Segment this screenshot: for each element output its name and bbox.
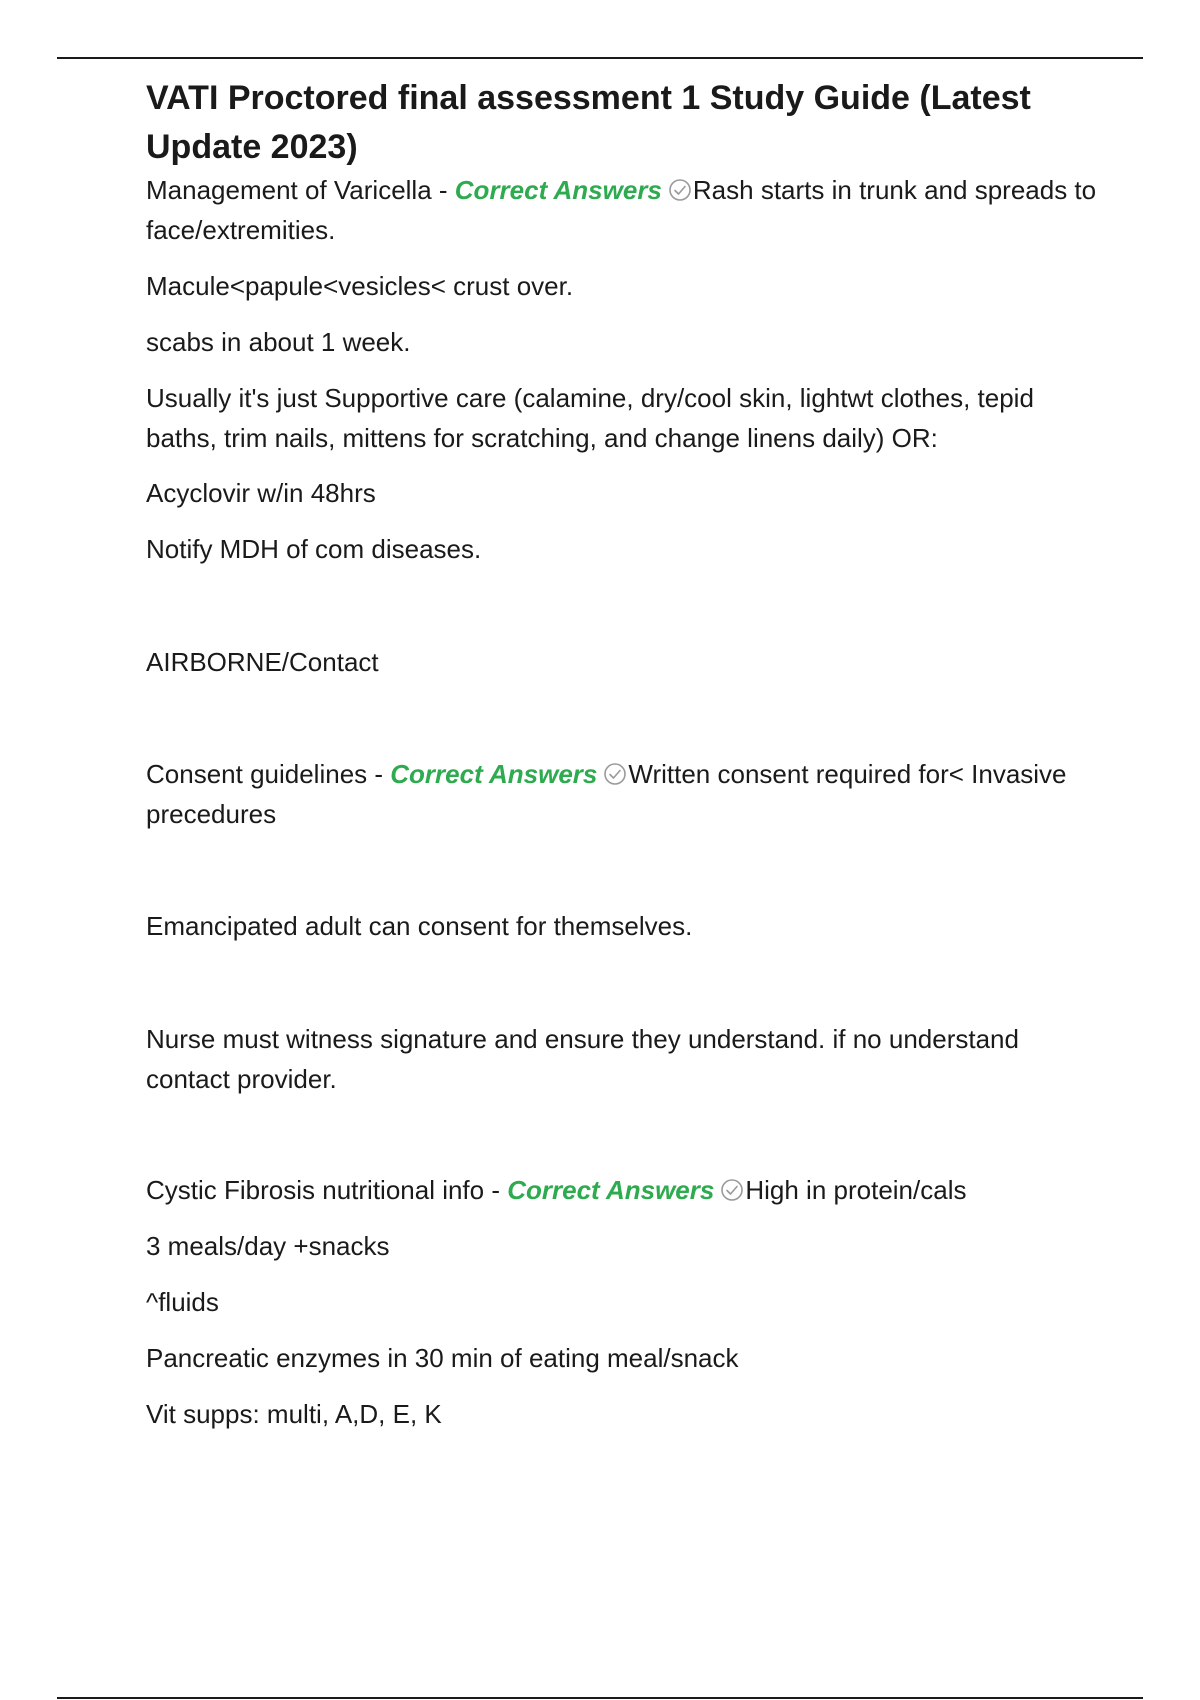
separator: - [367,759,391,789]
bottom-rule [57,1697,1143,1699]
question-line-cystic-fibrosis [146,1170,1106,1210]
answer-line: Emancipated adult can consent for themselves. [146,911,693,941]
answer-line: Macule<papule<vesicles< crust over. [146,271,574,301]
correct-answers-label: Correct Answers [507,1175,715,1205]
top-rule [57,57,1143,59]
check-circle-icon [720,1178,744,1202]
question-line-varicella [146,170,1106,250]
check-circle-icon [668,178,692,202]
answer-text: Rash starts in trunk and spreads to face/extremities. [146,175,1097,245]
answer-line: Pancreatic enzymes in 30 min of eating meal/snack [146,1343,739,1373]
question-text: Consent guidelines [146,759,368,789]
check-circle-icon [603,762,627,786]
answer-text: Written consent required for< Invasive precedures [146,759,1067,829]
question-text: Management of Varicella [146,175,432,205]
answer-line: Notify MDH of com diseases. [146,534,482,564]
answer-line: scabs in about 1 week. [146,327,411,357]
answer-line: AIRBORNE/Contact [146,647,379,677]
answer-line: Usually it's just Supportive care (calamine, dry/cool skin, lightwt clothes, tepid baths, trim nails, mittens for scratching, and change linens daily) OR: [146,383,1034,453]
correct-answers-label: Correct Answers [454,175,662,205]
separator: - [484,1175,508,1205]
separator: - [431,175,455,205]
answer-line: Nurse must witness signature and ensure they understand. if no understand contact provider. [146,1024,1019,1094]
answer-line: Acyclovir w/in 48hrs [146,478,376,508]
answer-line: 3 meals/day +snacks [146,1231,390,1261]
answer-line: Vit supps: multi, A,D, E, K [146,1399,442,1429]
question-text: Cystic Fibrosis nutritional info [146,1175,485,1205]
question-line-consent [146,754,1106,834]
correct-answers-label: Correct Answers [390,759,598,789]
answer-line: ^fluids [146,1287,219,1317]
answer-text: High in protein/cals [745,1175,967,1205]
document-title: VATI Proctored final assessment 1 Study Guide (Latest Update 2023) [146,79,1031,166]
